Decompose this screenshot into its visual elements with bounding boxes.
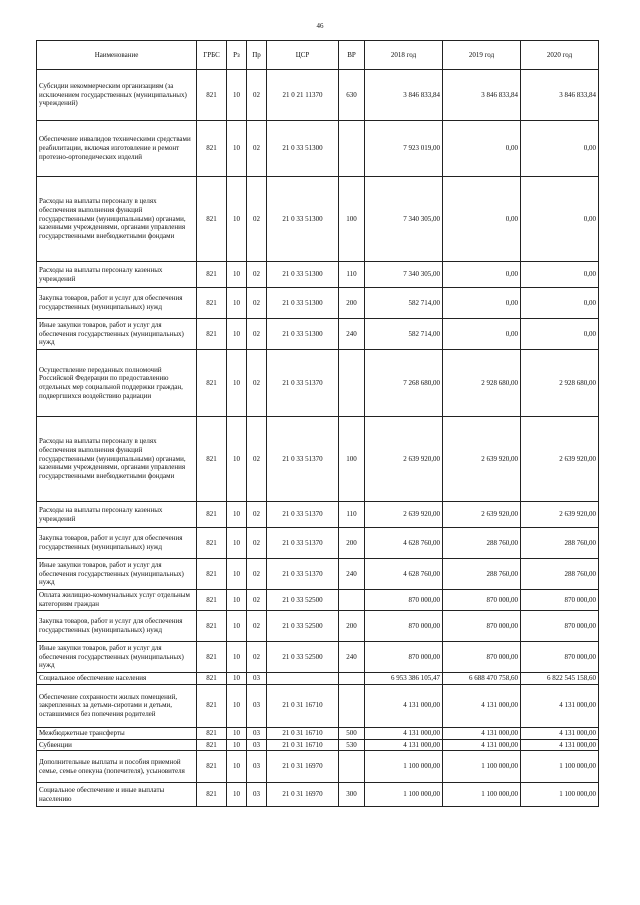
- cell-name: Обеспечение инвалидов техническими средствами реабилитации, включая изготовление и ремонт протезно-ортопедических изделий: [37, 121, 197, 177]
- cell-y2018: 7 923 019,00: [365, 121, 443, 177]
- cell-grbs: 821: [197, 673, 227, 685]
- cell-pr: 02: [247, 319, 267, 350]
- cell-y2018: 4 131 000,00: [365, 684, 443, 727]
- cell-y2019: 2 639 920,00: [443, 417, 521, 502]
- header-rz: Рз: [227, 41, 247, 70]
- cell-y2019: 870 000,00: [443, 642, 521, 673]
- cell-vr: 630: [339, 70, 365, 121]
- cell-pr: 03: [247, 684, 267, 727]
- cell-name: Субвенции: [37, 739, 197, 751]
- cell-y2018: 1 100 000,00: [365, 783, 443, 807]
- cell-name: Расходы на выплаты персоналу в целях обеспечения выполнения функций государственными (муниципальными) органами, казенными учреждениями, органами управления государственными внебюджетными фондами: [37, 417, 197, 502]
- table-row: [37, 673, 599, 685]
- cell-pr: 03: [247, 673, 267, 685]
- cell-rz: 10: [227, 751, 247, 783]
- cell-y2020: 0,00: [521, 177, 599, 262]
- cell-csr: 21 0 33 51370: [267, 417, 339, 502]
- header-vr: ВР: [339, 41, 365, 70]
- cell-grbs: 821: [197, 502, 227, 528]
- cell-vr: 110: [339, 262, 365, 288]
- cell-vr: [339, 121, 365, 177]
- cell-vr: 500: [339, 727, 365, 739]
- cell-csr: 21 0 33 51300: [267, 177, 339, 262]
- cell-y2018: 870 000,00: [365, 642, 443, 673]
- cell-y2020: 0,00: [521, 288, 599, 319]
- table-row: [37, 559, 599, 590]
- table-row: [37, 70, 599, 121]
- cell-rz: 10: [227, 177, 247, 262]
- cell-grbs: 821: [197, 319, 227, 350]
- cell-csr: 21 0 33 52500: [267, 590, 339, 611]
- cell-vr: [339, 590, 365, 611]
- cell-vr: 300: [339, 783, 365, 807]
- cell-csr: 21 0 33 52500: [267, 611, 339, 642]
- cell-y2020: 3 846 833,84: [521, 70, 599, 121]
- header-name: Наименование: [37, 41, 197, 70]
- cell-csr: 21 0 21 11370: [267, 70, 339, 121]
- budget-table: [36, 40, 599, 807]
- cell-pr: 02: [247, 350, 267, 417]
- cell-vr: 240: [339, 642, 365, 673]
- cell-pr: 03: [247, 783, 267, 807]
- cell-grbs: 821: [197, 739, 227, 751]
- cell-name: Субсидии некоммерческим организациям (за исключением государственных (муниципальных) учреждений): [37, 70, 197, 121]
- table-row: [37, 121, 599, 177]
- table-row: [37, 739, 599, 751]
- cell-y2018: 2 639 920,00: [365, 417, 443, 502]
- cell-vr: [339, 350, 365, 417]
- cell-name: Обеспечение сохранности жилых помещений, закрепленных за детьми-сиротами и детьми, оставшимися без попечения родителей: [37, 684, 197, 727]
- cell-rz: 10: [227, 319, 247, 350]
- cell-name: Иные закупки товаров, работ и услуг для обеспечения государственных (муниципальных) нужд: [37, 319, 197, 350]
- header-pr: Пр: [247, 41, 267, 70]
- cell-vr: [339, 751, 365, 783]
- cell-csr: 21 0 31 16710: [267, 727, 339, 739]
- cell-y2019: 4 131 000,00: [443, 727, 521, 739]
- cell-y2018: 7 268 680,00: [365, 350, 443, 417]
- cell-grbs: 821: [197, 684, 227, 727]
- cell-y2020: 4 131 000,00: [521, 739, 599, 751]
- cell-y2018: 582 714,00: [365, 288, 443, 319]
- cell-csr: 21 0 33 51370: [267, 528, 339, 559]
- header-2018: 2018 год: [365, 41, 443, 70]
- cell-pr: 02: [247, 417, 267, 502]
- cell-y2020: 1 100 000,00: [521, 783, 599, 807]
- cell-y2018: 7 340 305,00: [365, 177, 443, 262]
- cell-pr: 03: [247, 727, 267, 739]
- cell-y2018: 6 953 386 105,47: [365, 673, 443, 685]
- cell-csr: 21 0 33 51300: [267, 288, 339, 319]
- cell-pr: 02: [247, 121, 267, 177]
- table-row: [37, 590, 599, 611]
- cell-grbs: 821: [197, 528, 227, 559]
- cell-csr: 21 0 33 52500: [267, 642, 339, 673]
- cell-grbs: 821: [197, 177, 227, 262]
- cell-y2019: 0,00: [443, 319, 521, 350]
- cell-rz: 10: [227, 739, 247, 751]
- cell-y2018: 1 100 000,00: [365, 751, 443, 783]
- cell-vr: 110: [339, 502, 365, 528]
- cell-rz: 10: [227, 262, 247, 288]
- cell-grbs: 821: [197, 350, 227, 417]
- cell-y2019: 870 000,00: [443, 611, 521, 642]
- table-row: [37, 783, 599, 807]
- cell-y2020: 288 760,00: [521, 559, 599, 590]
- cell-y2020: 0,00: [521, 262, 599, 288]
- cell-y2019: 0,00: [443, 288, 521, 319]
- cell-y2019: 1 100 000,00: [443, 783, 521, 807]
- cell-grbs: 821: [197, 642, 227, 673]
- cell-y2020: 870 000,00: [521, 590, 599, 611]
- cell-rz: 10: [227, 121, 247, 177]
- cell-csr: 21 0 31 16970: [267, 751, 339, 783]
- cell-rz: 10: [227, 70, 247, 121]
- cell-y2020: 4 131 000,00: [521, 684, 599, 727]
- cell-y2019: 2 928 680,00: [443, 350, 521, 417]
- cell-y2018: 3 846 833,84: [365, 70, 443, 121]
- cell-grbs: 821: [197, 727, 227, 739]
- table-row: [37, 319, 599, 350]
- cell-y2019: 1 100 000,00: [443, 751, 521, 783]
- cell-y2018: 4 628 760,00: [365, 559, 443, 590]
- cell-vr: 200: [339, 528, 365, 559]
- cell-csr: 21 0 31 16970: [267, 783, 339, 807]
- cell-vr: 100: [339, 177, 365, 262]
- table-row: [37, 611, 599, 642]
- table-row: [37, 727, 599, 739]
- cell-rz: 10: [227, 590, 247, 611]
- cell-y2020: 2 639 920,00: [521, 417, 599, 502]
- cell-y2020: 2 639 920,00: [521, 502, 599, 528]
- table-row: [37, 350, 599, 417]
- cell-pr: 02: [247, 262, 267, 288]
- cell-y2018: 582 714,00: [365, 319, 443, 350]
- cell-grbs: 821: [197, 70, 227, 121]
- cell-y2020: 4 131 000,00: [521, 727, 599, 739]
- cell-rz: 10: [227, 684, 247, 727]
- cell-rz: 10: [227, 783, 247, 807]
- cell-rz: 10: [227, 350, 247, 417]
- cell-name: Закупка товаров, работ и услуг для обеспечения государственных (муниципальных) нужд: [37, 288, 197, 319]
- table-row: [37, 502, 599, 528]
- cell-rz: 10: [227, 502, 247, 528]
- cell-name: Дополнительные выплаты и пособия приемной семье, семье опекуна (попечителя), усыновителя: [37, 751, 197, 783]
- cell-y2018: 7 340 305,00: [365, 262, 443, 288]
- cell-csr: 21 0 31 16710: [267, 684, 339, 727]
- header-grbs: ГРБС: [197, 41, 227, 70]
- cell-rz: 10: [227, 288, 247, 319]
- cell-csr: 21 0 33 51300: [267, 121, 339, 177]
- cell-pr: 03: [247, 739, 267, 751]
- cell-y2019: 288 760,00: [443, 528, 521, 559]
- cell-pr: 02: [247, 590, 267, 611]
- cell-vr: [339, 673, 365, 685]
- cell-csr: [267, 673, 339, 685]
- table-row: [37, 528, 599, 559]
- header-row: [37, 41, 599, 70]
- cell-pr: 02: [247, 559, 267, 590]
- cell-rz: 10: [227, 642, 247, 673]
- cell-y2019: 0,00: [443, 262, 521, 288]
- cell-name: Социальное обеспечение и иные выплаты населению: [37, 783, 197, 807]
- cell-grbs: 821: [197, 590, 227, 611]
- cell-rz: 10: [227, 727, 247, 739]
- cell-name: Расходы на выплаты персоналу казенных учреждений: [37, 502, 197, 528]
- cell-csr: 21 0 33 51370: [267, 559, 339, 590]
- table-row: [37, 262, 599, 288]
- cell-pr: 02: [247, 611, 267, 642]
- table-row: [37, 177, 599, 262]
- cell-pr: 02: [247, 502, 267, 528]
- cell-vr: 240: [339, 559, 365, 590]
- cell-csr: 21 0 33 51370: [267, 502, 339, 528]
- cell-y2020: 1 100 000,00: [521, 751, 599, 783]
- cell-pr: 02: [247, 642, 267, 673]
- table-row: [37, 684, 599, 727]
- cell-vr: [339, 684, 365, 727]
- cell-y2018: 2 639 920,00: [365, 502, 443, 528]
- header-2019: 2019 год: [443, 41, 521, 70]
- cell-name: Осуществление переданных полномочий Российской Федерации по предоставлению отдельных мер социальной поддержки граждан, подвергшихся воздействию радиации: [37, 350, 197, 417]
- cell-y2020: 870 000,00: [521, 611, 599, 642]
- cell-y2018: 870 000,00: [365, 590, 443, 611]
- cell-y2020: 0,00: [521, 121, 599, 177]
- cell-name: Расходы на выплаты персоналу казенных учреждений: [37, 262, 197, 288]
- cell-vr: 530: [339, 739, 365, 751]
- cell-name: Социальное обеспечение населения: [37, 673, 197, 685]
- cell-y2019: 288 760,00: [443, 559, 521, 590]
- cell-vr: 200: [339, 288, 365, 319]
- cell-name: Расходы на выплаты персоналу в целях обеспечения выполнения функций государственными (муниципальными) органами, казенными учреждениями, органами управления государственными внебюджетными фондами: [37, 177, 197, 262]
- table-row: [37, 417, 599, 502]
- cell-y2019: 0,00: [443, 121, 521, 177]
- cell-y2019: 4 131 000,00: [443, 739, 521, 751]
- cell-y2019: 2 639 920,00: [443, 502, 521, 528]
- cell-y2019: 870 000,00: [443, 590, 521, 611]
- cell-y2020: 2 928 680,00: [521, 350, 599, 417]
- cell-pr: 03: [247, 751, 267, 783]
- cell-y2020: 0,00: [521, 319, 599, 350]
- cell-y2020: 6 822 545 158,60: [521, 673, 599, 685]
- cell-name: Межбюджетные трансферты: [37, 727, 197, 739]
- cell-vr: 100: [339, 417, 365, 502]
- header-2020: 2020 год: [521, 41, 599, 70]
- table-row: [37, 642, 599, 673]
- cell-name: Иные закупки товаров, работ и услуг для обеспечения государственных (муниципальных) нужд: [37, 642, 197, 673]
- cell-grbs: 821: [197, 611, 227, 642]
- cell-rz: 10: [227, 559, 247, 590]
- cell-pr: 02: [247, 177, 267, 262]
- cell-y2018: 870 000,00: [365, 611, 443, 642]
- cell-pr: 02: [247, 288, 267, 319]
- table-row: [37, 751, 599, 783]
- cell-y2019: 0,00: [443, 177, 521, 262]
- cell-y2019: 6 688 470 758,60: [443, 673, 521, 685]
- cell-y2019: 3 846 833,84: [443, 70, 521, 121]
- cell-y2018: 4 131 000,00: [365, 739, 443, 751]
- cell-csr: 21 0 33 51370: [267, 350, 339, 417]
- cell-grbs: 821: [197, 262, 227, 288]
- cell-y2020: 870 000,00: [521, 642, 599, 673]
- cell-rz: 10: [227, 528, 247, 559]
- cell-csr: 21 0 33 51300: [267, 262, 339, 288]
- cell-rz: 10: [227, 673, 247, 685]
- page-number: 46: [316, 22, 324, 30]
- cell-rz: 10: [227, 417, 247, 502]
- cell-grbs: 821: [197, 783, 227, 807]
- cell-vr: 240: [339, 319, 365, 350]
- cell-name: Иные закупки товаров, работ и услуг для обеспечения государственных (муниципальных) нужд: [37, 559, 197, 590]
- cell-grbs: 821: [197, 559, 227, 590]
- cell-vr: 200: [339, 611, 365, 642]
- cell-grbs: 821: [197, 121, 227, 177]
- cell-y2018: 4 628 760,00: [365, 528, 443, 559]
- cell-rz: 10: [227, 611, 247, 642]
- cell-y2019: 4 131 000,00: [443, 684, 521, 727]
- header-csr: ЦСР: [267, 41, 339, 70]
- cell-name: Закупка товаров, работ и услуг для обеспечения государственных (муниципальных) нужд: [37, 611, 197, 642]
- table-row: [37, 288, 599, 319]
- cell-y2020: 288 760,00: [521, 528, 599, 559]
- cell-pr: 02: [247, 70, 267, 121]
- cell-pr: 02: [247, 528, 267, 559]
- cell-y2018: 4 131 000,00: [365, 727, 443, 739]
- cell-name: Оплата жилищно-коммунальных услуг отдельным категориям граждан: [37, 590, 197, 611]
- cell-grbs: 821: [197, 288, 227, 319]
- cell-csr: 21 0 33 51300: [267, 319, 339, 350]
- cell-name: Закупка товаров, работ и услуг для обеспечения государственных (муниципальных) нужд: [37, 528, 197, 559]
- cell-grbs: 821: [197, 417, 227, 502]
- cell-csr: 21 0 31 16710: [267, 739, 339, 751]
- cell-grbs: 821: [197, 751, 227, 783]
